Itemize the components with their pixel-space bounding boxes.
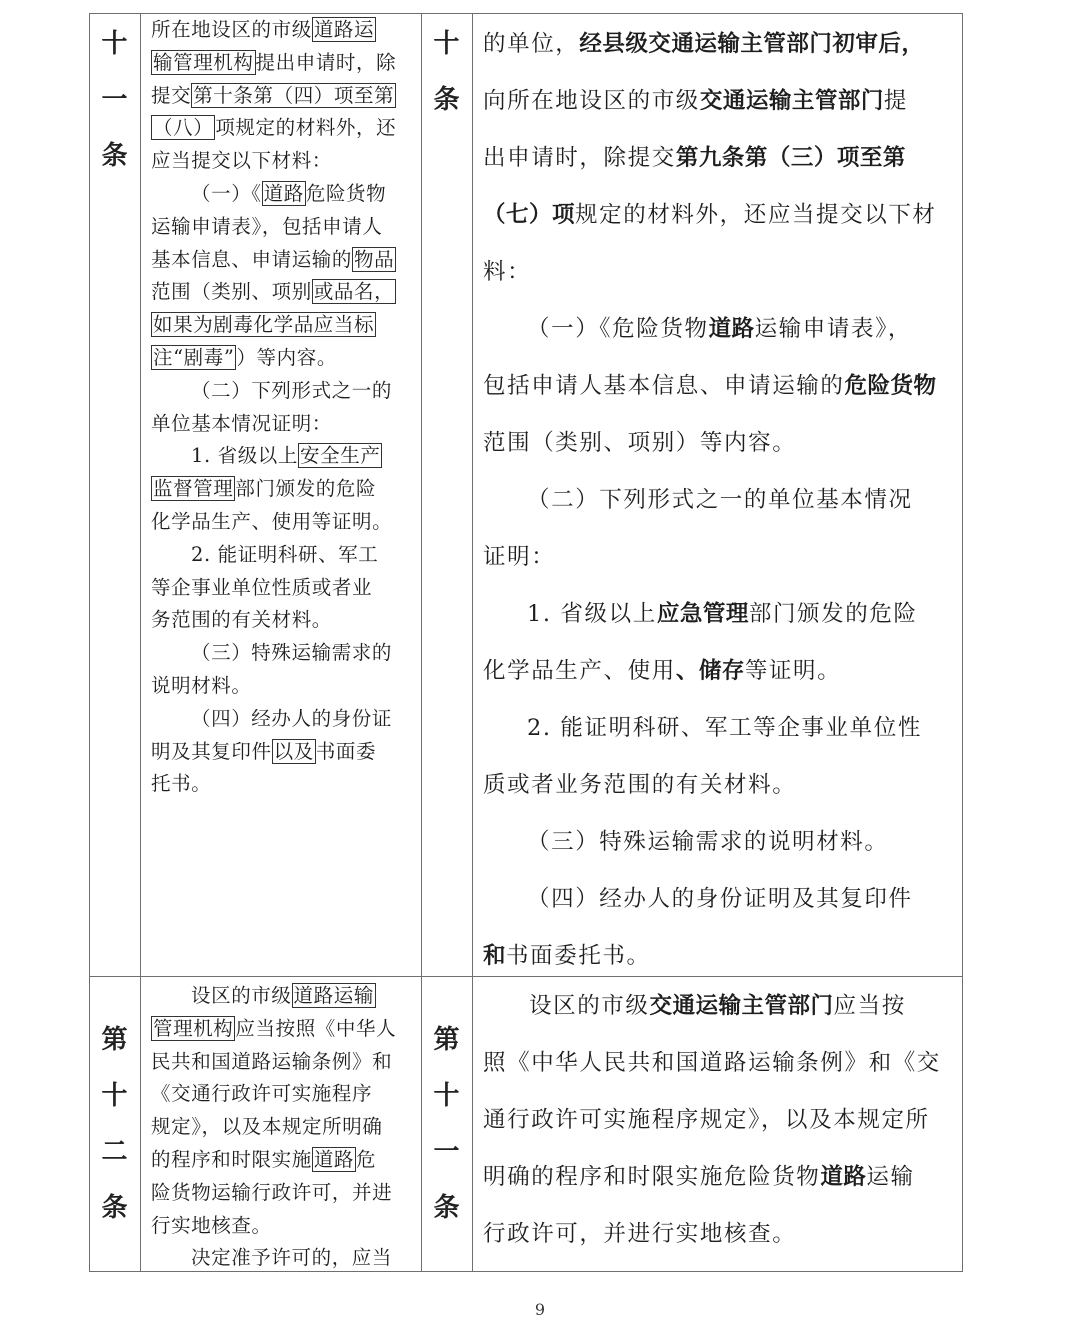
text-line (483, 757, 957, 814)
text-line (483, 244, 957, 301)
boxed-revision-text: 注“剧毒” (153, 345, 235, 369)
text-run: ）等内容。 (236, 345, 337, 369)
bold-revision-text: 道路 (708, 316, 755, 342)
text-line (151, 1078, 417, 1111)
label-char: 二 (101, 1137, 128, 1167)
text-line (151, 211, 417, 244)
label-char: 十 (433, 29, 460, 59)
text-line (483, 73, 957, 130)
text-line (483, 1206, 957, 1263)
text-line (483, 358, 957, 415)
text-run: 明及其复印件 (151, 739, 272, 763)
text-line (483, 978, 957, 1035)
boxed-revision-text: 道路 (313, 1147, 355, 1171)
text-line (151, 80, 417, 113)
text-line (483, 1149, 957, 1206)
bold-revision-text: 经县级交通运输主管部门初审后， (579, 31, 925, 57)
text-line (483, 529, 957, 586)
text-line (151, 736, 417, 769)
text-run: 2. 能证明科研、军工等企事业单位性 (527, 715, 922, 741)
text-line (151, 572, 417, 605)
text-line (483, 643, 957, 700)
text-run: 的单位， (483, 31, 580, 57)
text-line (483, 415, 957, 472)
text-line (151, 703, 417, 736)
label-char: 一 (101, 85, 128, 115)
text-line (151, 1177, 417, 1210)
text-line (483, 586, 957, 643)
label-char: 一 (433, 1137, 460, 1167)
text-run: 提 (883, 88, 909, 114)
page-number: 9 (534, 1300, 546, 1319)
text-run: 出申请时，除提交 (483, 145, 676, 171)
bold-revision-text: 应急管理 (656, 601, 749, 627)
text-run: 质或者业务范围的有关材料。 (483, 772, 797, 798)
text-line (151, 276, 417, 309)
text-line (151, 309, 417, 342)
text-run: 明确的程序和时限实施危险货物 (483, 1164, 821, 1190)
text-run: （三）特殊运输需求的说明材料。 (527, 829, 889, 855)
text-line (151, 539, 417, 572)
text-line (483, 472, 957, 529)
text-line (151, 473, 417, 506)
text-line (151, 1013, 417, 1046)
boxed-revision-text: 道路 (263, 181, 304, 205)
text-run: 设区的市级 (191, 984, 292, 1007)
label-char: 十 (433, 1081, 460, 1111)
text-run: 范围（类别、项别 (151, 280, 312, 304)
text-run: 行政许可，并进行实地核查。 (483, 1221, 797, 1247)
text-run: （四）经办人的身份证 (191, 706, 393, 730)
new-article-label (421, 1012, 472, 1236)
label-char: 第 (101, 1025, 128, 1055)
bold-revision-text: 和 (483, 943, 507, 969)
text-run: 料： (483, 259, 532, 285)
label-char: 条 (101, 141, 128, 171)
text-run: 运输申请表》，包括申请人 (151, 214, 383, 238)
text-run: （一）《 (191, 181, 262, 205)
text-run: 1. 省级以上 (191, 444, 299, 468)
text-line (151, 1111, 417, 1144)
text-run: 等企事业单位性质或者业 (151, 575, 373, 599)
text-run: 范围（类别、项别）等内容。 (483, 430, 797, 456)
boxed-revision-text: 管理机构 (153, 1016, 234, 1040)
text-line (151, 1242, 417, 1275)
new-article-text (483, 978, 957, 1263)
old-article-text (151, 980, 417, 1275)
text-run: 提交 (151, 83, 192, 107)
text-run: 《交通行政许可实施程序 (151, 1082, 373, 1106)
text-line (151, 145, 417, 178)
text-line (151, 1144, 417, 1177)
text-line (151, 112, 417, 145)
old-article-label (89, 16, 140, 184)
text-run: 运输申请表》， (754, 316, 913, 342)
text-run: 务范围的有关材料。 (151, 608, 332, 632)
text-line (483, 814, 957, 871)
text-run: 包括申请人基本信息、申请运输的 (483, 373, 845, 399)
text-run: 危险货物 (305, 181, 387, 205)
text-line (151, 670, 417, 703)
text-run: 2. 能证明科研、军工 (191, 542, 379, 566)
text-run: 等证明。 (744, 658, 842, 684)
boxed-revision-text: 或品名， (313, 280, 395, 304)
boxed-revision-text: 如果为剧毒化学品应当标 (153, 313, 375, 337)
text-run: 规定的材料外，还应当提交以下材 (575, 202, 937, 228)
boxed-revision-text: 道路运 (313, 18, 375, 41)
boxed-revision-text: 道路运输 (293, 984, 374, 1007)
text-run: 运输 (866, 1164, 915, 1190)
text-line (151, 342, 417, 375)
text-line (483, 700, 957, 757)
text-run: 所在地设区的市级 (151, 18, 312, 41)
text-run: 危 (356, 1147, 377, 1171)
text-run: 证明： (483, 544, 556, 570)
label-char: 十 (101, 1081, 128, 1111)
text-run: 通行政许可实施程序规定》，以及本规定所 (483, 1107, 930, 1133)
text-run: 项规定的材料外，还 (215, 116, 397, 140)
text-run: 部门颁发的危险 (235, 477, 377, 501)
text-run: 化学品生产、使用 (483, 658, 676, 684)
text-run: 部门颁发的危险 (748, 601, 918, 627)
text-line (151, 375, 417, 408)
text-run: 1. 省级以上 (527, 601, 657, 627)
text-run: 决定准予许可的，应当 (191, 1246, 393, 1270)
text-run: 应当按 (833, 993, 906, 1019)
text-line (483, 1035, 957, 1092)
text-line (483, 1092, 957, 1149)
text-run: 行实地核查。 (151, 1213, 272, 1237)
text-run: 化学品生产、使用等证明。 (151, 509, 393, 533)
text-run: （三）特殊运输需求的 (191, 641, 393, 665)
text-line (483, 130, 957, 187)
text-run: 单位基本情况证明： (151, 411, 332, 435)
text-run: 说明材料。 (151, 673, 252, 697)
text-run: 提出申请时，除 (255, 50, 397, 74)
column-divider (472, 13, 473, 1272)
new-article-label (421, 16, 472, 128)
column-divider (140, 13, 141, 1272)
text-run: （四）经办人的身份证明及其复印件 (527, 886, 913, 912)
text-line (151, 440, 417, 473)
label-char: 第 (433, 1025, 460, 1055)
text-line (151, 980, 417, 1013)
text-line (151, 768, 417, 801)
bold-revision-text: 、储存 (675, 658, 745, 684)
text-run: 应当提交以下材料： (151, 149, 332, 173)
text-line (151, 506, 417, 539)
boxed-revision-text: （八） (153, 116, 214, 140)
text-line (483, 301, 957, 358)
text-run: 险货物运输行政许可，并进 (151, 1180, 393, 1204)
text-run: 书面委 (315, 739, 377, 763)
text-run: （二）下列形式之一的 (191, 378, 393, 402)
text-line (483, 928, 957, 985)
text-run: 民共和国道路运输条例》和 (151, 1049, 393, 1073)
bold-revision-text: 危险货物 (844, 373, 937, 399)
bold-revision-text: 交通运输主管部门 (699, 88, 884, 114)
text-run: 书面委托书。 (506, 943, 651, 969)
label-char: 条 (433, 1193, 460, 1223)
text-run: 基本信息、申请运输的 (151, 247, 353, 271)
old-article-text (151, 14, 417, 801)
boxed-revision-text: 监督管理 (153, 477, 234, 501)
text-line (483, 16, 957, 73)
table-border-right (962, 13, 963, 1272)
text-line (483, 187, 957, 244)
text-line (151, 244, 417, 277)
text-run: （一）《危险货物 (527, 316, 709, 342)
text-line (151, 47, 417, 80)
text-line (151, 1210, 417, 1243)
boxed-revision-text: 物品 (354, 247, 395, 271)
bold-revision-text: （七）项 (483, 202, 576, 228)
old-article-label (89, 1012, 140, 1236)
boxed-revision-text: 安全生产 (300, 444, 381, 468)
text-run: （二）下列形式之一的单位基本情况 (527, 487, 913, 513)
text-line (151, 178, 417, 211)
boxed-revision-text: 第十条第（四）项至第 (193, 83, 395, 107)
bold-revision-text: 第九条第（三）项至第 (675, 145, 906, 171)
bold-revision-text: 道路 (820, 1164, 867, 1190)
bold-revision-text: 交通运输主管部门 (649, 993, 834, 1019)
text-line (151, 604, 417, 637)
boxed-revision-text: 以及 (273, 739, 314, 763)
text-line (151, 1046, 417, 1079)
text-line (483, 871, 957, 928)
label-char: 条 (433, 85, 460, 115)
text-run: 规定》，以及本规定所明确 (151, 1115, 383, 1139)
text-run: 设区的市级 (529, 993, 650, 1019)
label-char: 十 (101, 29, 128, 59)
text-run: 的程序和时限实施 (151, 1147, 312, 1171)
text-run: 向所在地设区的市级 (483, 88, 700, 114)
text-line (151, 637, 417, 670)
text-run: 照《中华人民共和国道路运输条例》和《交 (483, 1050, 941, 1076)
text-run: 托书。 (151, 772, 212, 796)
text-line (151, 14, 417, 47)
text-run: 应当按照《中华人 (235, 1016, 397, 1040)
text-line (151, 408, 417, 441)
new-article-text (483, 16, 957, 985)
boxed-revision-text: 输管理机构 (153, 50, 254, 74)
label-char: 条 (101, 1193, 128, 1223)
